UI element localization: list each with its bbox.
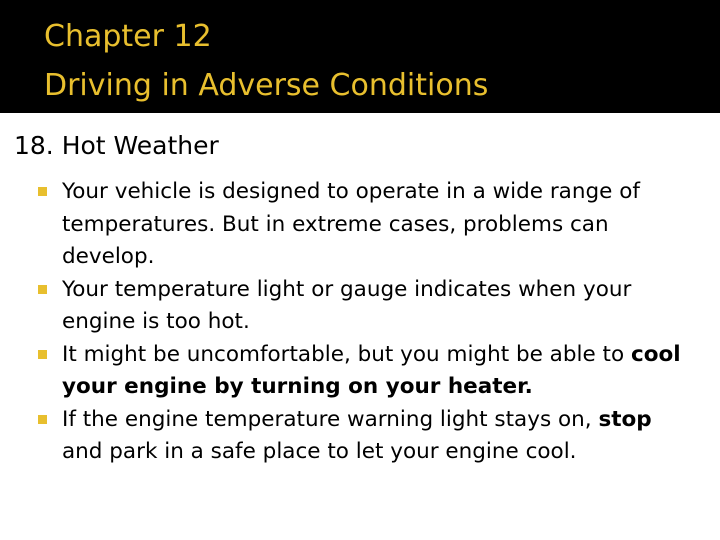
bullet-item [36, 176, 686, 274]
square-bullet-icon [38, 187, 47, 196]
square-bullet-icon [38, 415, 47, 424]
bullet-text: It might be uncomfortable, but you might be able to [62, 341, 631, 367]
title-band [0, 0, 720, 113]
slide-title-line-2: Driving in Adverse Conditions [44, 68, 489, 103]
slide-title-line-1: Chapter 12 [44, 19, 212, 54]
bullet-list [36, 176, 686, 469]
bullet-text: If the engine temperature warning light stays on, [62, 406, 599, 432]
bullet-text: Your temperature light or gauge indicates when your engine is too hot. [62, 276, 632, 334]
bullet-item [36, 404, 686, 469]
square-bullet-icon [38, 350, 47, 359]
bullet-text: and park in a safe place to let your engine cool. [62, 439, 577, 464]
bullet-item [36, 339, 686, 404]
section-heading: 18. Hot Weather [14, 131, 219, 160]
bullet-emphasis: stop [598, 406, 652, 432]
square-bullet-icon [38, 285, 47, 294]
bullet-item [36, 274, 686, 339]
bullet-emphasis: cool your engine by turning on your heater. [62, 341, 681, 399]
bullet-text: Your vehicle is designed to operate in a wide range of temperatures. But in extreme cases, problems can develop. [62, 179, 640, 269]
